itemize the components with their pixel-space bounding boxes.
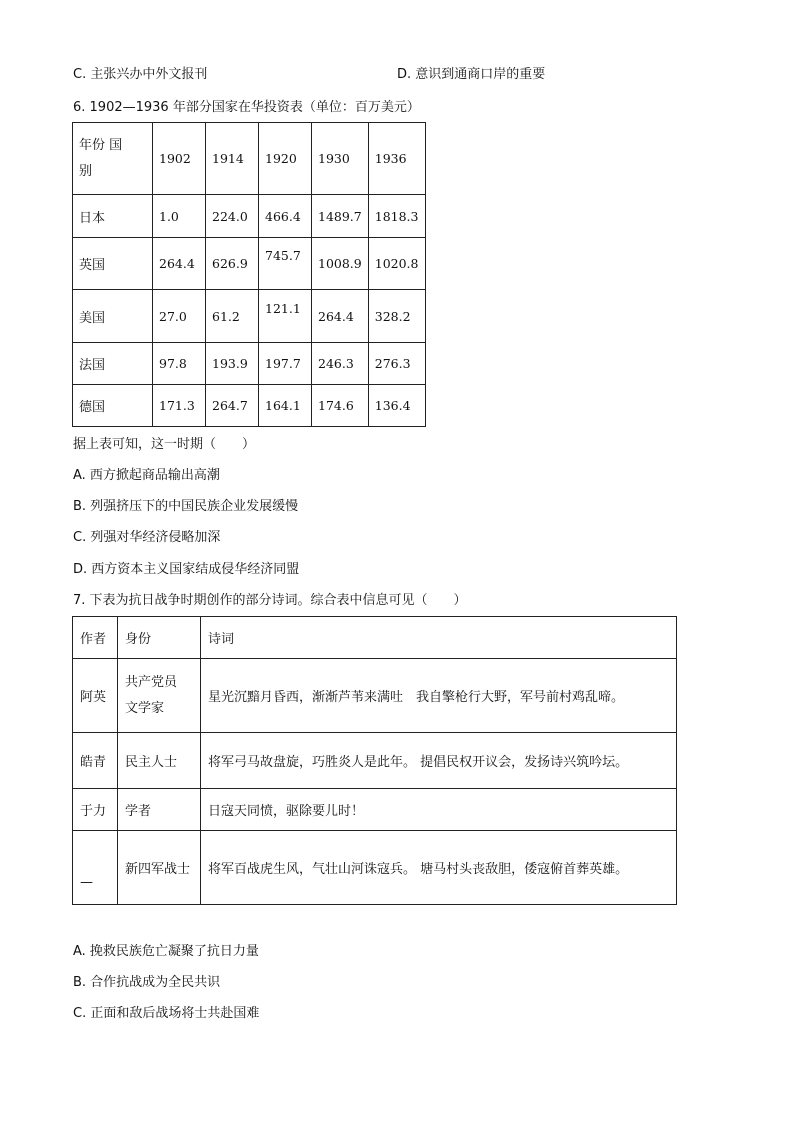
poetry-table [72, 616, 677, 905]
q6-option-b: B. 列强挤压下的中国民族企业发展缓慢 [73, 499, 299, 514]
q7-option-c: C. 正面和敌后战场将士共赴国难 [73, 1006, 260, 1021]
year-header: 1914 [206, 123, 259, 195]
identity-cell [118, 659, 201, 733]
value-cell: 328.2 [368, 290, 425, 343]
value-cell [259, 290, 312, 343]
header-author: 作者 [73, 617, 118, 659]
q6-option-d: D. 西方资本主义国家结成侵华经济同盟 [73, 562, 300, 577]
q6-title: 6. 1902—1936 年部分国家在华投资表（单位：百万美元） [73, 100, 420, 115]
value-cell: 1020.8 [368, 238, 425, 290]
author-cell: 皓青 [73, 733, 118, 789]
author-cell: 于力 [73, 789, 118, 831]
identity-cell: 民主人士 [118, 733, 201, 789]
table-header-row [73, 123, 426, 195]
value-cell: 246.3 [312, 343, 369, 385]
investment-table [72, 122, 426, 427]
country-cell: 日本 [73, 195, 153, 238]
value-cell: 1818.3 [368, 195, 425, 238]
value-cell: 193.9 [206, 343, 259, 385]
value-text: 121.1 [265, 300, 301, 316]
identity-cell: 新四军战士 [118, 831, 201, 905]
value-cell: 1008.9 [312, 238, 369, 290]
identity-cell: 学者 [118, 789, 201, 831]
corner-line-2: 别 [79, 163, 93, 179]
value-cell: 276.3 [368, 343, 425, 385]
country-cell: 美国 [73, 290, 153, 343]
author-cell [73, 831, 118, 905]
value-cell: 224.0 [206, 195, 259, 238]
table-row [73, 195, 426, 238]
table-row [73, 733, 677, 789]
table-row [73, 659, 677, 733]
table-row [73, 290, 426, 343]
table-row [73, 238, 426, 290]
q5-option-c: C. 主张兴办中外文报刊 [73, 67, 208, 82]
value-cell: 27.0 [153, 290, 206, 343]
q6-option-a: A. 西方掀起商品输出高潮 [73, 468, 220, 483]
poem-cell: 将军弓马故盘旋，巧胜炎人是此年。 提倡民权开议会，发扬诗兴筑吟坛。 [201, 733, 677, 789]
q7-option-b: B. 合作抗战成为全民共识 [73, 975, 221, 990]
poem-cell: 日寇天同愤，驱除要儿时！ [201, 789, 677, 831]
header-identity: 身份 [118, 617, 201, 659]
value-text: 745.7 [265, 248, 301, 263]
header-poem: 诗词 [201, 617, 677, 659]
author-text: — [80, 875, 93, 890]
country-cell: 法国 [73, 343, 153, 385]
value-cell: 1489.7 [312, 195, 369, 238]
value-cell: 61.2 [206, 290, 259, 343]
poem-cell: 将军百战虎生风，气壮山河诛寇兵。 塘马村头丧敌胆，倭寇俯首葬英雄。 [201, 831, 677, 905]
value-cell: 197.7 [259, 343, 312, 385]
table-row [73, 385, 426, 427]
value-cell: 466.4 [259, 195, 312, 238]
country-cell: 德国 [73, 385, 153, 427]
value-cell: 171.3 [153, 385, 206, 427]
q5-option-d: D. 意识到通商口岸的重要 [397, 67, 546, 82]
corner-cell [73, 123, 153, 195]
q6-option-c: C. 列强对华经济侵略加深 [73, 530, 221, 545]
poem-cell: 星光沉黯月昏西，渐渐芦苇来满吐 我自擎枪行大野，军号前村鸡乱啼。 [201, 659, 677, 733]
value-cell [259, 238, 312, 290]
value-cell: 264.4 [312, 290, 369, 343]
identity-line-2: 文学家 [125, 700, 165, 716]
year-header: 1930 [312, 123, 369, 195]
value-cell: 174.6 [312, 385, 369, 427]
author-cell: 阿英 [73, 659, 118, 733]
value-cell: 97.8 [153, 343, 206, 385]
value-cell: 264.4 [153, 238, 206, 290]
year-header: 1902 [153, 123, 206, 195]
table-row [73, 343, 426, 385]
value-cell: 136.4 [368, 385, 425, 427]
table-row [73, 831, 677, 905]
q7-option-a: A. 挽救民族危亡凝聚了抗日力量 [73, 944, 259, 959]
identity-line-1: 共产党员 [125, 674, 178, 690]
year-header: 1920 [259, 123, 312, 195]
year-header: 1936 [368, 123, 425, 195]
value-cell: 264.7 [206, 385, 259, 427]
value-cell: 164.1 [259, 385, 312, 427]
q6-stem: 据上表可知，这一时期（ ） [73, 437, 256, 452]
corner-line-1: 年份 国 [79, 137, 123, 153]
value-cell: 1.0 [153, 195, 206, 238]
value-cell: 626.9 [206, 238, 259, 290]
country-cell: 英国 [73, 238, 153, 290]
table-row [73, 789, 677, 831]
q7-title: 7. 下表为抗日战争时期创作的部分诗词。综合表中信息可见（ ） [73, 593, 467, 608]
table-header-row [73, 617, 677, 659]
